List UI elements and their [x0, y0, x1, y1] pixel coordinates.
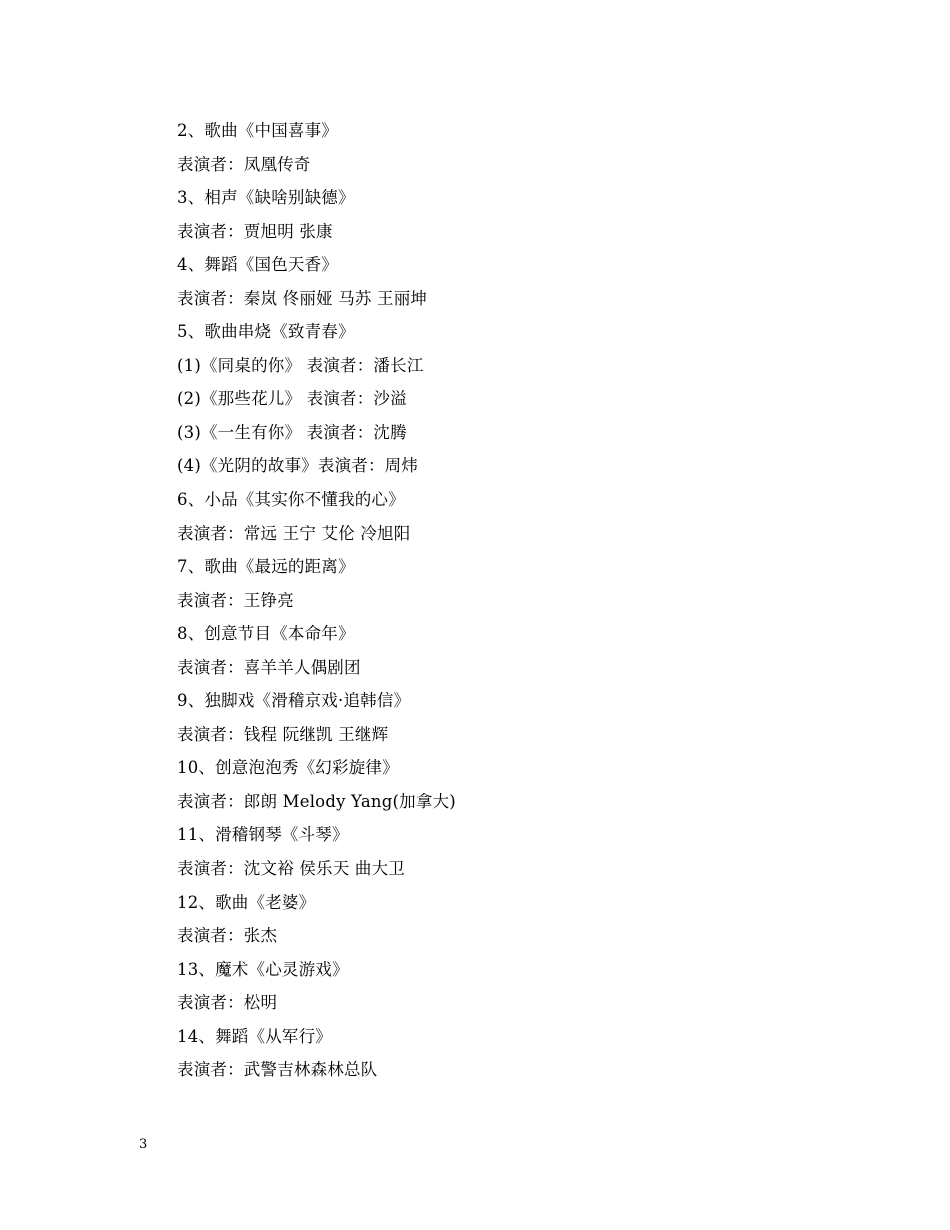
medley-item-line: (2)《那些花儿》 表演者：沙溢 — [177, 389, 407, 409]
program-line: 6、小品《其实你不懂我的心》 — [177, 490, 405, 510]
program-line: 9、独脚戏《滑稽京戏·追韩信》 — [177, 691, 411, 711]
program-list — [177, 117, 817, 1090]
program-line: 3、相声《缺啥别缺德》 — [177, 188, 355, 208]
program-line: 12、歌曲《老婆》 — [177, 892, 316, 912]
program-line: 14、舞蹈《从军行》 — [177, 1026, 332, 1046]
program-line: 10、创意泡泡秀《幻彩旋律》 — [177, 758, 399, 778]
performer-line: 表演者：喜羊羊人偶剧团 — [177, 657, 361, 677]
program-line: 8、创意节目《本命年》 — [177, 624, 355, 644]
performer-line: 表演者：凤凰传奇 — [177, 154, 311, 174]
performer-line: 表演者：郎朗 Melody Yang(加拿大) — [177, 791, 456, 811]
page-number: 3 — [139, 1137, 148, 1152]
program-line: 11、滑稽钢琴《斗琴》 — [177, 825, 349, 845]
program-line: 4、舞蹈《国色天香》 — [177, 255, 338, 275]
performer-line: 表演者：钱程 阮继凯 王继辉 — [177, 724, 389, 744]
program-line: 5、歌曲串烧《致青春》 — [177, 322, 355, 342]
program-line: 2、歌曲《中国喜事》 — [177, 121, 338, 140]
performer-line: 表演者：贾旭明 张康 — [177, 221, 333, 241]
program-line: 7、歌曲《最远的距离》 — [177, 557, 355, 577]
performer-line: 表演者：张杰 — [177, 926, 278, 946]
performer-line: 表演者：武警吉林森林总队 — [177, 1060, 378, 1080]
medley-item-line: (1)《同桌的你》 表演者：潘长江 — [177, 355, 424, 375]
program-line: 13、魔术《心灵游戏》 — [177, 959, 349, 979]
performer-line: 表演者：秦岚 佟丽娅 马苏 王丽坤 — [177, 288, 428, 308]
performer-line: 表演者：沈文裕 侯乐天 曲大卫 — [177, 859, 405, 879]
performer-line: 表演者：王铮亮 — [177, 590, 294, 610]
medley-item-line: (3)《一生有你》 表演者：沈腾 — [177, 422, 407, 442]
performer-line: 表演者：常远 王宁 艾伦 冷旭阳 — [177, 523, 411, 543]
medley-item-line: (4)《光阴的故事》表演者：周炜 — [177, 456, 419, 476]
performer-line: 表演者：松明 — [177, 993, 278, 1013]
